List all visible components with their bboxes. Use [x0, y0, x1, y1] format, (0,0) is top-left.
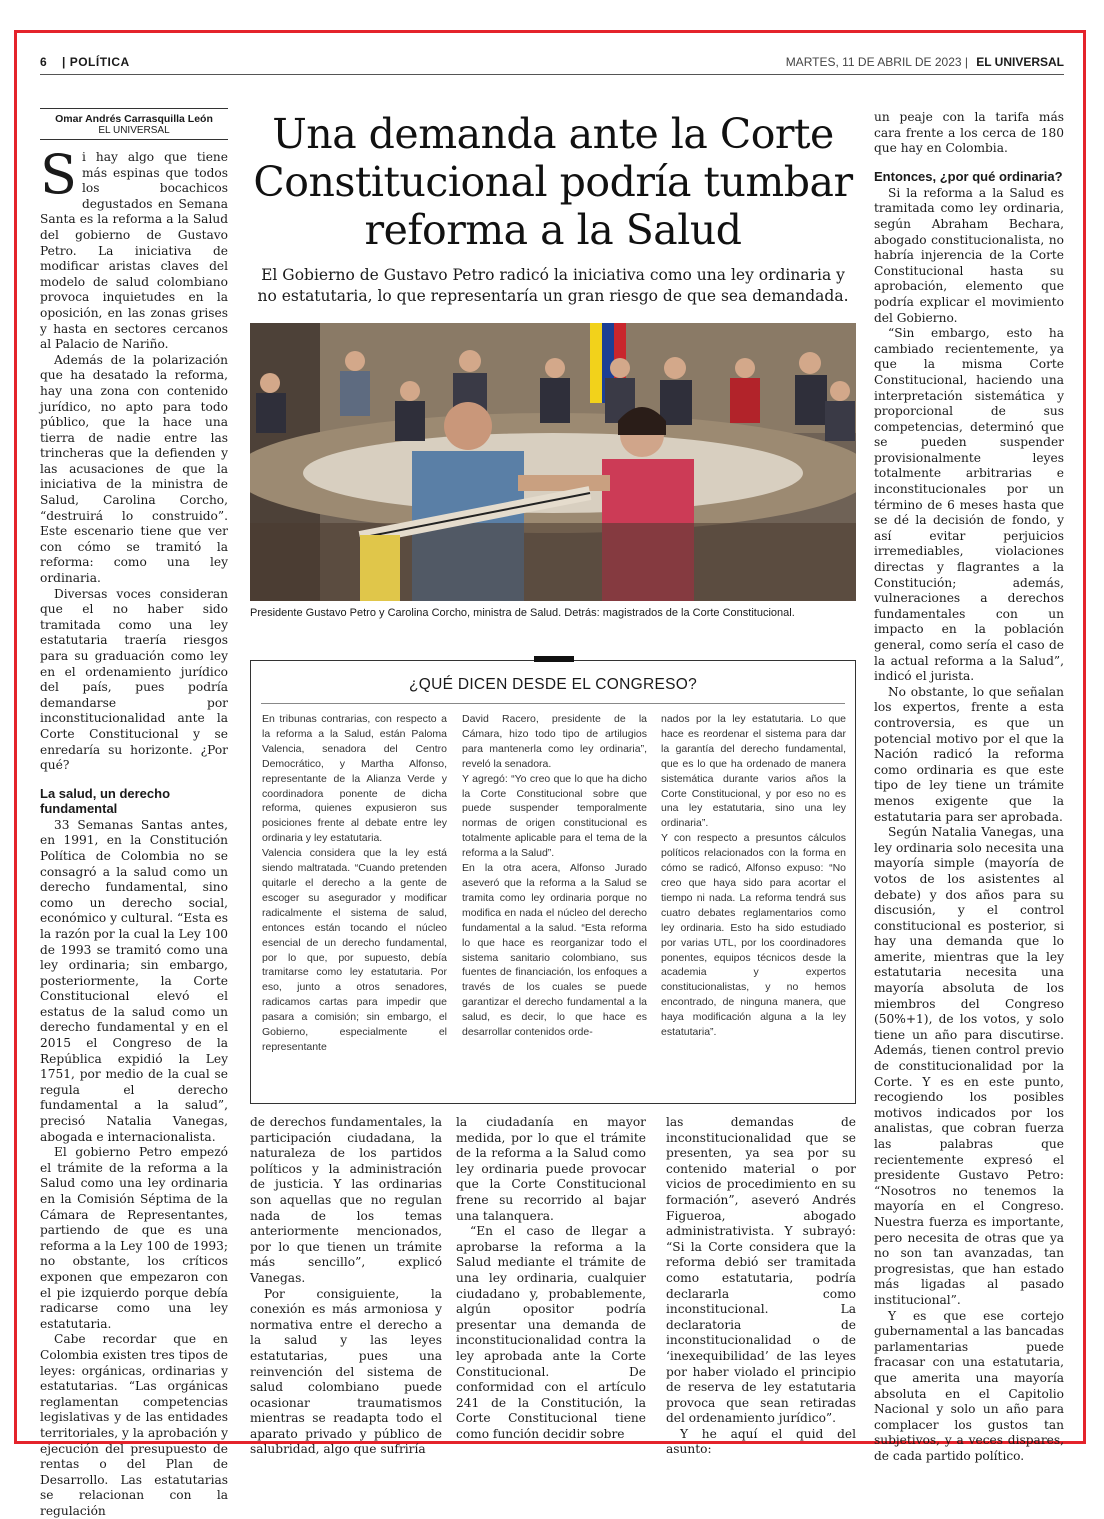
- newspaper-name: EL UNIVERSAL: [976, 55, 1064, 69]
- paragraph: Cabe recordar que en Colombia existen tres tipos de leyes: orgánicas, ordinarias y estatutarias. “Las orgánicas reglamentan competencias legislativas y de las entidades territoriales, y la aprobación y ejecución del presupuesto de rentas o del Plan de Desarrollo. Las estatutarias se relacionan con la regulación: [40, 1332, 228, 1518]
- paragraph: “En el caso de llegar a aprobarse la reforma a la Salud mediante el trámite de una ley ordinaria, cualquier ciudadano y, probablemente, algún opositor podría presentar una demanda de inconstitucionalidad contra la ley aprobada ante la Corte Constitucional. De conformidad con el artículo 241 de la Constitución, la Corte Constitucional tiene como función decidir sobre: [456, 1224, 646, 1441]
- paragraph: Valencia considera que la ley está siendo maltratada. “Cuando pretenden quitarle el derecho a la gente de escoger su asegurador y modificar radicalmente el sistema de salud, entonces están tocando el núcleo esencial de un derecho fundamental, por lo que, por supuesto, debía tramitarse como ley estatutaria. Por eso, junto a otros senadores, radicamos cartas para impedir que pasara a comisión; sin embargo, el Gobierno, especialmente el representante: [262, 847, 447, 1053]
- paragraph: No obstante, lo que señalan los expertos, frente a esta controversia, es que un potencial motivo por el que la Nación radicó la reforma como ordinaria es que este tipo de ley tiene un trámite menos exigente que la estatutaria para ser aprobada.: [874, 684, 1064, 824]
- paragraph: un peaje con la tarifa más cara frente a los cerca de 180 que hay en Colombia.: [874, 110, 1064, 156]
- paragraph: de derechos fundamentales, la participación ciudadana, la naturaleza de los partidos políticos y la administración de justicia. Y las ordinarias son aquellas que no regulan nada de los temas anteriormente mencionados, por lo que tienen un trámite más sencillo”, explicó Vanegas.: [250, 1115, 442, 1285]
- paragraph: Diversas voces consideran que el no haber sido tramitada como una ley estatutaria traería riesgos para su graduación como ley en el ordenamiento jurídico del país, pues podría demandarse por inconstitucionalidad ante la Corte Constitucional y se enredaría su horizonte. ¿Por qué?: [40, 586, 228, 773]
- page-header: [40, 55, 1064, 71]
- box-column-3: [661, 712, 846, 1040]
- article-column-5: [874, 110, 1064, 1464]
- paragraph: David Racero, presidente de la Cámara, hizo todo tipo de artilugios para mantenerla como ley ordinaria”, reveló la senadora.: [462, 713, 647, 770]
- article-column-1: [40, 143, 228, 1519]
- header-rule: [40, 74, 1064, 75]
- paragraph: En la otra acera, Alfonso Jurado aseveró que la reforma a la Salud se tramita como ley ordinaria porque no modifica en nada el núcleo del derecho fundamental a la salud. “Esta reforma lo que hace es reorganizar todo el sistema sanitario colombiano, sus fuentes de financiación, los enfoques a través de los cuales se puede garantizar el derecho fundamental a la salud, es decir, lo que hace es desarrollar contenidos orde-: [462, 862, 647, 1039]
- paragraph: la ciudadanía en mayor medida, por lo que el trámite de la reforma a la Salud como ley ordinaria puede provocar que la Corte Constitucional frene su recorrido al bajar una talanquera.: [456, 1115, 646, 1223]
- paragraph: Y agregó: “Yo creo que lo que ha dicho la Corte Constitucional sobre que puede suspender temporalmente normas de origen constitucional es totalmente aplicable para el tema de la reforma a la Salud”.: [462, 772, 647, 860]
- box-title: ¿QUÉ DICEN DESDE EL CONGRESO?: [408, 676, 698, 693]
- subheading: La salud, un derecho fundamental: [40, 785, 171, 816]
- deck: El Gobierno de Gustavo Petro radicó la iniciativa como una ley ordinaria y no estatutaria, lo que representaría un gran riesgo de que sea demandada.: [257, 266, 849, 305]
- box-column-2: [462, 712, 647, 1040]
- paragraph: Por consiguiente, la conexión es más armoniosa y normativa entre el derecho a la salud y las leyes estatutarias, pues una reinvención del sistema de salud colombiano puede ocasionar traumatismos mientras se readapta todo el aparato privado y público de salubridad, algo que sufriría: [250, 1286, 442, 1457]
- congress-sidebar-box: [250, 660, 856, 1104]
- paragraph: 33 Semanas Santas antes, en 1991, en la Constitución Política de Colombia no se consagró a la salud como un derecho fundamental, sino como un derecho social, económico y cultural. “Esta es la razón por la cual la Ley 100 de 1993 se tramitó como una ley ordinaria; sin embargo, posteriormente, la Corte Constitucional elevó el estatus de la salud como un derecho fundamental y en el 2015 el Congreso de la República expidió la Ley 1751, por medio de la cual se regula el derecho fundamental a la salud”, precisó Natalia Vanegas, abogada e internacionalista.: [40, 817, 228, 1144]
- article-column-2: [250, 1115, 442, 1458]
- page-number: 6: [40, 55, 47, 69]
- paragraph: Según Natalia Vanegas, una ley ordinaria solo necesita una mayoría simple (mayoría de votos de los asistentes al debate) y dos años para su discusión, y el control constitucional es posterior, si hay una demanda que lo amerite, mientras que la ley estatutaria necesita una mayoría absoluta de los miembros del Congreso (50%+1), de los votos, y solo tiene un año para discutirse. Además, tienen control previo de constitucionalidad por la Corte. Y es en este punto, recogiendo los posibles motivos indicados por los analistas, que cobran fuerza las palabras que recientemente expresó el presidente Gustavo Petro: “Nosotros no tenemos la mayoría en el Congreso. Nuestra fuerza es importante, pero necesita de otras que ya no son tan avanzadas, tan progresistas, que han estado más ligadas al pasado institucional”.: [874, 825, 1064, 1307]
- paragraph: nados por la ley estatutaria. Lo que hace es reordenar el sistema para dar la garantía del derecho fundamental, que es lo que ha ordenado de manera sistemática durante varios años la Corte Constitucional, y por eso no es una ley estatutaria, sino una ley ordinaria”.: [661, 713, 846, 830]
- box-mark: [534, 656, 574, 662]
- article-column-4: [666, 1115, 856, 1458]
- paragraph: Y he aquí el quid del asunto:: [666, 1426, 856, 1457]
- drop-cap: S: [40, 143, 77, 206]
- issue-date: MARTES, 11 DE ABRIL DE 2023 |: [785, 55, 968, 69]
- paragraph: En tribunas contrarias, con respecto a la reforma a la Salud, están Paloma Valencia, senadora del Centro Democrático, y Martha Alfonso, representante de la Alianza Verde y coordinadora ponente de dicha reforma, quienes expusieron sus posiciones frente al debate entre ley ordinaria y ley estatutaria.: [262, 713, 447, 845]
- article-column-3: [456, 1115, 646, 1442]
- box-column-1: [262, 712, 447, 1055]
- paragraph: “Sin embargo, esto ha cambiado recientemente, ya que la misma Corte Constitucional, haciendo una interpretación sistemática y proporcional de sus competencias, determinó que se pueden suspender provisionalmente leyes totalmente arbitrarias e inconstitucionales por un término de 6 meses hasta que se dé la decisión de fondo, y así evitar perjuicios irremediables, violaciones directas y flagrantes a la Constitución; además, vulneraciones a derechos fundamentales con un impacto en la población general, como sería el caso de la actual reforma a la Salud”, indicó el jurista.: [874, 326, 1064, 684]
- article-photo: [250, 323, 856, 601]
- subheading: Entonces, ¿por qué ordinaria?: [874, 168, 1063, 184]
- paragraph: Y es que ese cortejo gubernamental a las bancadas parlamentarias puede fracasar con una estatutaria, que amerita una mayoría absoluta en el Capitolio Nacional y solo un año para complacer los gustos tan subjetivos, y a veces dispares, de cada partido político.: [874, 1308, 1064, 1463]
- paragraph: Además de la polarización que ha desatado la reforma, hay una zona con contenido jurídico, no apto para todo público, que la hace una tierra de nadie entre las trincheras que la defienden y las acusaciones de que la iniciativa de la ministra de Salud, Carolina Corcho, “destruirá lo construido”. Este escenario tiene que ver con cómo se tramitó la reforma: como una ley ordinaria.: [40, 352, 228, 586]
- paragraph: Si hay algo que tiene más espinas que todos los bocachicos degustados en Semana Santa es la reforma a la Salud del gobierno de Gustavo Petro. La iniciativa de modificar aristas claves del modelo de salud colombiano provoca inquietudes en la oposición, en las zonas grises y hasta en sectores cercanos al Palacio de Nariño.: [40, 143, 228, 352]
- paragraph: Y con respecto a presuntos cálculos políticos relacionados con la forma en cómo se radicó, Alfonso expuso: “No creo que haya sido para acortar el tiempo ni nada. La reforma tendrá sus cuatro debates reglamentarios como ley ordinaria. Esto ha sido estudiado por varias UTL, por los coordinadores ponentes, equipos técnicos desde la academia y expertos constitucionalistas, y no hemos encontrado, de ninguna manera, que haya modificación alguna a la ley estatutaria”.: [661, 832, 846, 1039]
- photo-caption: Presidente Gustavo Petro y Carolina Corcho, ministra de Salud. Detrás: magistrados de la Corte Constitucional.: [250, 607, 795, 619]
- paragraph: Si la reforma a la Salud es tramitada como ley ordinaria, según Abraham Bechara, abogado constitucionalista, no habría injerencia de la Corte Constitucional hasta su aprobación, elemento que podría explicar el movimiento del Gobierno.: [874, 185, 1064, 325]
- section-name: | POLÍTICA: [62, 55, 130, 69]
- byline: [40, 108, 228, 140]
- paragraph: El gobierno Petro empezó el trámite de la reforma a la Salud como una ley ordinaria en la Comisión Séptima de la Cámara de Representantes, partiendo de que es una reforma a la Ley 100 de 1993; no obstante, los críticos exponen que empezaron con el pie izquierdo porque debía radicarse como una ley estatutaria.: [40, 1145, 228, 1331]
- author-outlet: EL UNIVERSAL: [98, 125, 170, 136]
- headline: Una demanda ante la Corte Constitucional podría tumbar reforma a la Salud: [253, 110, 853, 254]
- paragraph: las demandas de inconstitucionalidad que se presenten, ya sea por su contenido material o por vicios de procedimiento en su formación”, aseveró Andrés Figueroa, abogado administrativista. Y subrayó: “Si la Corte considera que la reforma debió ser tramitada como estatutaria, podría declararla como inconstitucional. La declaratoria de inconstitucionalidad o de ‘inexequibilidad’ de las leyes por haber violado el principio de reserva de ley estatutaria provoca que sean retiradas del ordenamiento jurídico”.: [666, 1115, 856, 1426]
- author-name: Omar Andrés Carrasquilla León: [55, 113, 213, 125]
- box-rule: [261, 703, 845, 704]
